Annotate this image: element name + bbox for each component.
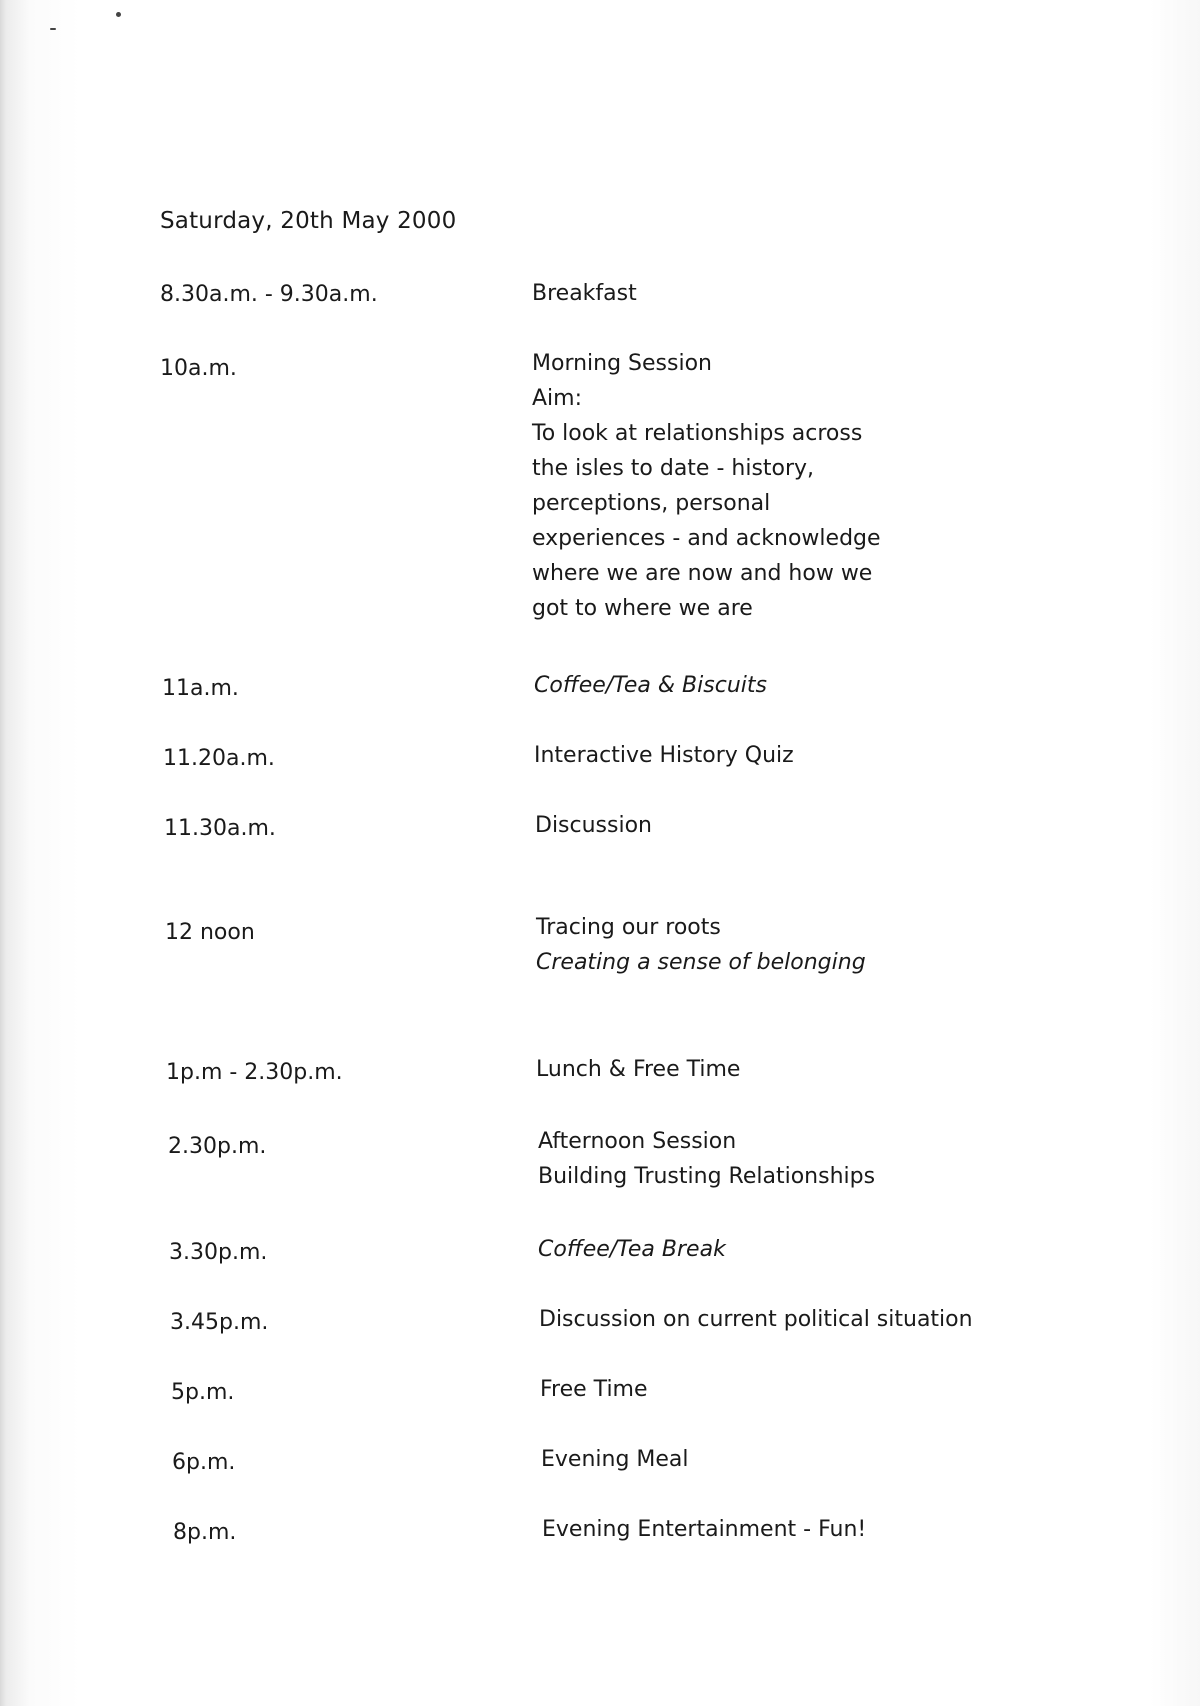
activity-line: Evening Meal bbox=[541, 1447, 689, 1472]
schedule-activity bbox=[539, 1302, 1039, 1337]
activity-line: Building Trusting Relationships bbox=[538, 1164, 876, 1189]
activity-line: Morning Session bbox=[532, 351, 712, 376]
schedule-activity bbox=[541, 1442, 1041, 1477]
activity-line: To look at relationships across bbox=[532, 421, 863, 446]
activity-line: Evening Entertainment - Fun! bbox=[542, 1517, 867, 1542]
schedule-activity bbox=[540, 1372, 1040, 1407]
activity-line: perceptions, personal bbox=[532, 491, 771, 516]
activity-line: Coffee/Tea & Biscuits bbox=[534, 673, 767, 698]
schedule-time: 11.20a.m. bbox=[163, 746, 275, 771]
schedule-time: 2.30p.m. bbox=[168, 1134, 267, 1159]
activity-line: the isles to date - history, bbox=[532, 456, 815, 481]
schedule-time: 8p.m. bbox=[173, 1520, 237, 1545]
activity-line: Interactive History Quiz bbox=[534, 743, 794, 768]
schedule-activity bbox=[538, 1232, 1038, 1267]
activity-line: Discussion bbox=[535, 813, 652, 838]
activity-line: Breakfast bbox=[532, 281, 637, 306]
schedule-activity bbox=[536, 1052, 1036, 1087]
schedule-activity bbox=[532, 276, 1032, 311]
date-heading: Saturday, 20th May 2000 bbox=[160, 208, 457, 234]
schedule-time: 5p.m. bbox=[171, 1380, 235, 1405]
schedule-time: 10a.m. bbox=[160, 356, 237, 381]
schedule-activity bbox=[534, 738, 1034, 773]
activity-line: experiences - and acknowledge bbox=[532, 526, 881, 551]
activity-line: Tracing our roots bbox=[536, 915, 721, 940]
activity-line: Creating a sense of belonging bbox=[536, 950, 866, 975]
activity-line: Afternoon Session bbox=[538, 1129, 737, 1154]
activity-line: Aim: bbox=[532, 386, 583, 411]
schedule-time: 3.45p.m. bbox=[170, 1310, 269, 1335]
schedule-time: 6p.m. bbox=[172, 1450, 236, 1475]
scan-speck bbox=[50, 28, 56, 30]
activity-line: Coffee/Tea Break bbox=[538, 1237, 726, 1262]
schedule-time: 3.30p.m. bbox=[169, 1240, 268, 1265]
activity-line: got to where we are bbox=[532, 596, 753, 621]
schedule-activity bbox=[542, 1512, 1042, 1547]
schedule-time: 8.30a.m. - 9.30a.m. bbox=[160, 282, 378, 307]
schedule-time: 12 noon bbox=[165, 920, 255, 945]
activity-line: Discussion on current political situation bbox=[539, 1307, 973, 1332]
schedule-time: 11.30a.m. bbox=[164, 816, 276, 841]
schedule-time: 1p.m - 2.30p.m. bbox=[166, 1060, 343, 1085]
schedule-activity bbox=[536, 910, 1036, 980]
activity-line: Free Time bbox=[540, 1377, 648, 1402]
schedule-activity bbox=[532, 346, 1032, 626]
schedule-time: 11a.m. bbox=[162, 676, 239, 701]
schedule-activity bbox=[538, 1124, 1038, 1194]
activity-line: Lunch & Free Time bbox=[536, 1057, 741, 1082]
activity-line: where we are now and how we bbox=[532, 561, 873, 586]
schedule-activity bbox=[534, 668, 1034, 703]
scan-speck bbox=[116, 12, 121, 17]
schedule-activity bbox=[535, 808, 1035, 843]
